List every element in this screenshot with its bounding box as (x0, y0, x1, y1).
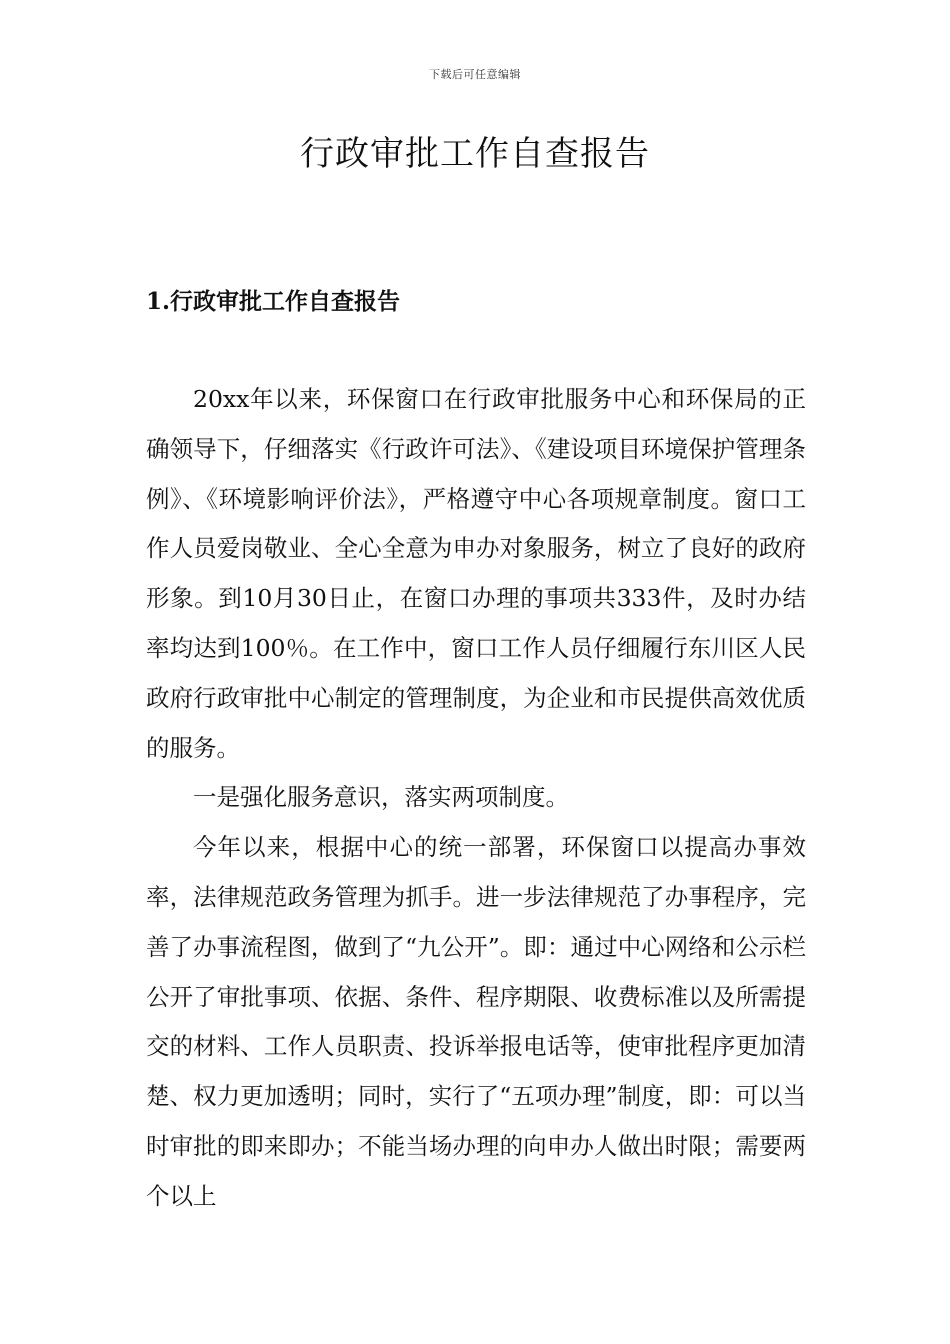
document-title: 行政审批工作自查报告 (300, 134, 650, 174)
header-note: 下载后可任意编辑 (429, 68, 521, 81)
section-heading: 1.行政审批工作自查报告 (146, 288, 401, 315)
document-body (146, 375, 806, 1222)
paragraph-2: 一是强化服务意识，落实两项制度。 (193, 783, 569, 812)
paragraph-1: 20xx年以来，环保窗口在行政审批服务中心和环保局的正确领导下，仔细落实《行政许可法》、《建设项目环境保护管理条例》、《环境影响评价法》，严格遵守中心各项规章制度。窗口工作人员爱岗敬业、全心全意为申办对象服务，树立了良好的政府形象。到10月30日止，在窗口办理的事项共333件，及时办结率均达到100％。在工作中，窗口工作人员仔细履行东川区人民政府行政审批中心制定的管理制度，为企业和市民提供高效优质的服务。 (146, 385, 806, 762)
paragraph-3: 今年以来，根据中心的统一部署，环保窗口以提高办事效率，法律规范政务管理为抓手。进一步法律规范了办事程序，完善了办事流程图，做到了“九公开”。即：通过中心网络和公示栏公开了审批事项、依据、条件、程序期限、收费标准以及所需提交的材料、工作人员职责、投诉举报电话等，使审批程序更加清楚、权力更加透明；同时，实行了“五项办理”制度，即：可以当时审批的即来即办；不能当场办理的向申办人做出时限；需要两个以上 (146, 833, 806, 1210)
